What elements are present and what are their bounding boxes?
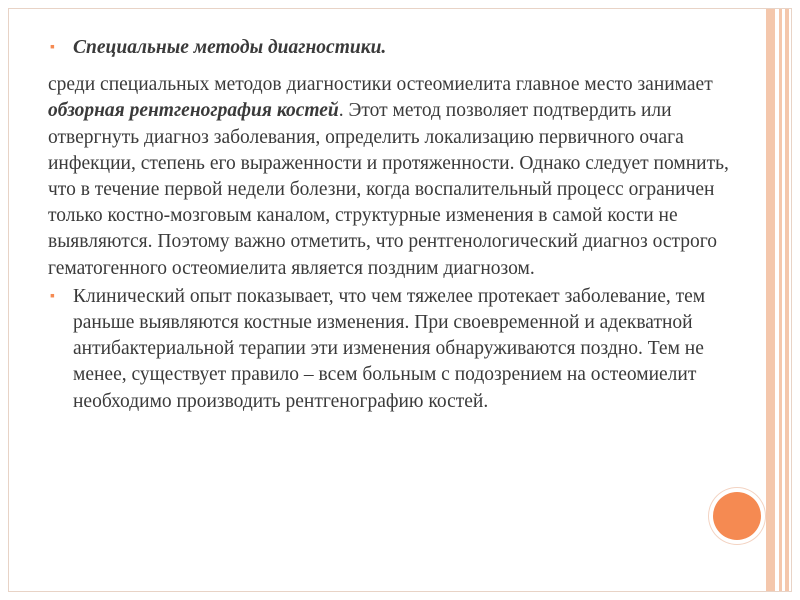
paragraph-text-before: среди специальных методов диагностики остеомиелита главное место занимает [48, 74, 713, 96]
bullet-text: Клинический опыт показывает, что чем тяжелее протекает заболевание, тем раньше выявляются костные изменения. При своевременной и адекватной антибактериальной терапии эти изменения обнаруживаются поздно. Тем не менее, существует правило – всем больным с подозрением на остеомиелит необходимо производить рентгенографию костей. [73, 285, 706, 412]
slide-content [48, 35, 758, 415]
bullet-clinical [48, 284, 758, 415]
decor-stripe [766, 9, 775, 591]
body-paragraph [48, 72, 758, 282]
paragraph-emphasis: обзорная рентгенография костей [48, 100, 339, 122]
paragraph-text-after: . Этот метод позволяет подтвердить или отвергнуть диагноз заболевания, определить локализацию первичного очага инфекции, степень его выраженности и протяженности. Однако следует помнить, что в течение первой недели болезни, когда воспалительный процесс ограничен только костно-мозговым каналом, структурные изменения в самой кости не выявляются. Поэтому важно отметить, что рентгенологический диагноз острого гематогенного остеомиелита является поздним диагнозом. [48, 100, 729, 279]
bullet-icon: ▪ [50, 288, 55, 304]
decor-stripe [779, 9, 782, 591]
decor-stripe [785, 9, 789, 591]
slide-heading: Специальные методы диагностики. [73, 37, 387, 58]
bullet-heading [48, 35, 758, 61]
decor-circle [713, 492, 761, 540]
bullet-icon: ▪ [50, 40, 55, 55]
